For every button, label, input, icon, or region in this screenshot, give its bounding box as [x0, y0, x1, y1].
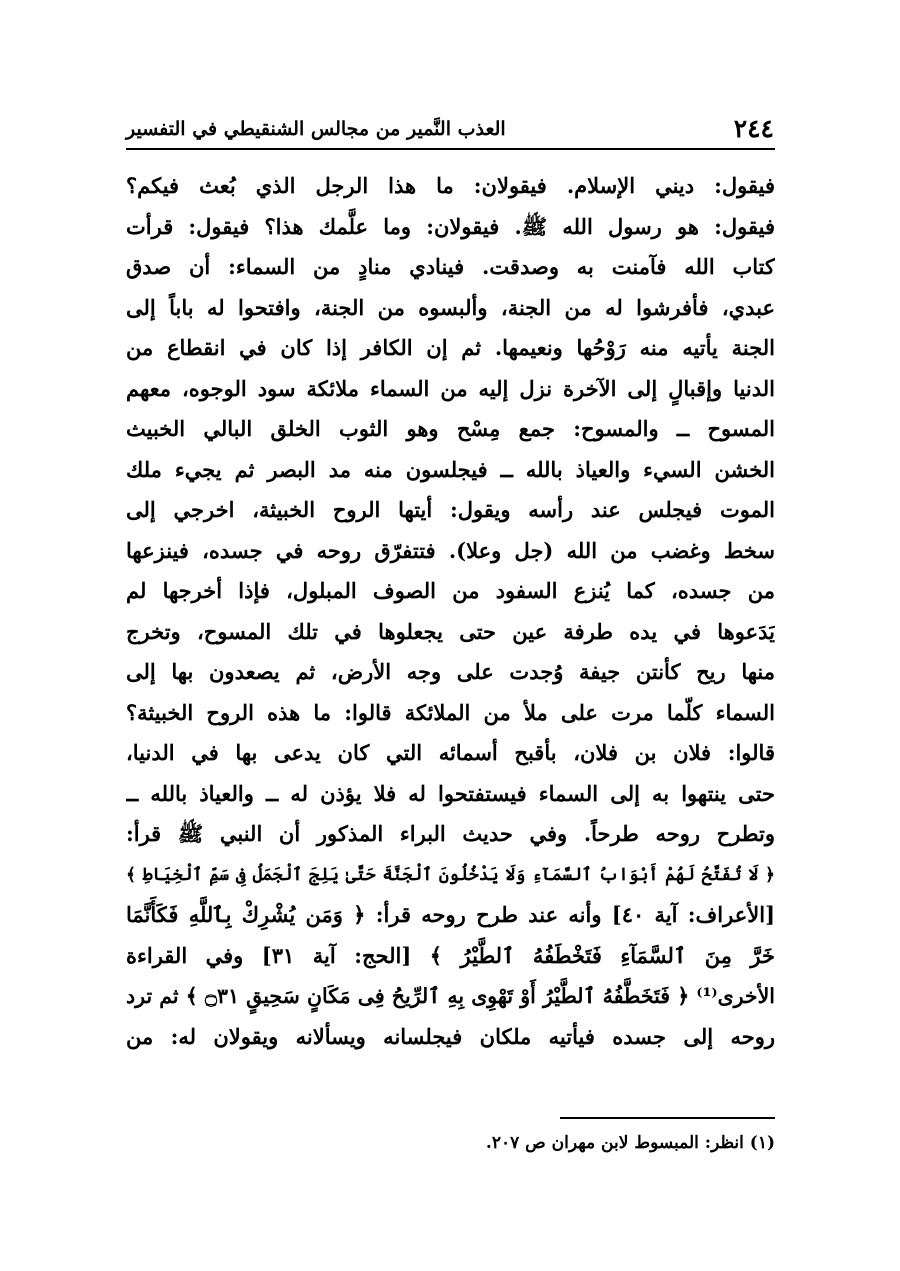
page-header — [126, 112, 774, 146]
footnote-rule — [560, 1117, 775, 1119]
header-rule — [126, 148, 775, 150]
text-line: السماء كلّما مرت على ملأ من الملائكة قالوا: ما هذه الروح الخبيثة؟ — [126, 699, 775, 725]
text-line: الخشن السيء والعياذ بالله ــ فيجلسون منه مد البصر ثم يجيء ملك — [126, 456, 775, 482]
text-line: الجنة يأتيه منه رَوْحُها ونعيمها. ثم إن الكافر إذا كان في انقطاع من — [126, 335, 775, 360]
text-line: روحه إلى جسده فيأتيه ملكان فيجلسانه ويسألانه ويقولان له: من — [126, 1023, 775, 1049]
text-line: من جسده، كما يُنزع السفود من الصوف المبلول، فإذا أخرجها لم — [126, 578, 775, 603]
quran-verse-line: ﴿ لَا تُفَتَّحُ لَهُمْ أَبْوَابُ ٱلسَّمَآءِ وَلَا يَدْخُلُونَ ٱلْجَنَّةَ حَتَّىٰ يَلِجَ ٱلْجَمَلُ فِى سَمِّ ٱلْخِيَاطِ ﴾ — [126, 864, 775, 885]
text-line: سخط وغضب من الله (جل وعلا). فتتفرّق روحه في جسده، فينزعها — [126, 537, 775, 563]
text-line: يَدَعوها في يده طرفة عين حتى يجعلوها في تلك المسوح، وتخرج — [126, 618, 775, 644]
text-line: الدنيا وإقبالٍ إلى الآخرة نزل إليه من السماء ملائكة سود الوجوه، معهم — [126, 375, 775, 401]
text-line: حتى ينتهوا به إلى السماء فيستفتحوا له فلا يؤذن له ــ والعياذ بالله ــ — [126, 780, 775, 806]
text-line: خَرَّ مِنَ ٱلسَّمَآءِ فَتَخْطَفُهُ ٱلطَّيْرُ ﴾ [الحج: آية ٣١] وفي القراءة — [126, 942, 775, 968]
running-title: العذب النَّمير من مجالس الشنقيطي في التفسير — [126, 118, 506, 140]
text-line: الأخرى⁽¹⁾ ﴿ فَتَخَطَّفُهُ ٱلطَّيْرُ أَوْ تَهْوِى بِهِ ٱلرِّيحُ فِى مَكَانٍ سَحِيقٍ ۝٣١ ﴾ ثم ترد — [126, 984, 775, 1008]
text-line: عبدي، فأفرشوا له من الجنة، وألبسوه من الجنة، وافتحوا له باباً إلى — [126, 294, 775, 320]
text-line: [الأعراف: آية ٤٠] وأنه عند طرح روحه قرأ: ﴿ وَمَن يُشْرِكْ بِٱللَّهِ فَكَأَنَّمَا — [126, 902, 775, 927]
text-line: كتاب الله فآمنت به وصدقت. فينادي منادٍ من السماء: أن صدق — [126, 254, 775, 279]
page-number: ٢٤٤ — [733, 114, 774, 143]
text-line: فيقول: ديني الإسلام. فيقولان: ما هذا الرجل الذي بُعث فيكم؟ — [126, 173, 775, 198]
text-line: منها ريح كأنتن جيفة وُجدت على وجه الأرض، ثم يصعدون بها إلى — [126, 659, 775, 684]
text-line: وتطرح روحه طرحاً. وفي حديث البراء المذكور أن النبي ﷺ قرأ: — [126, 821, 775, 846]
text-line: المسوح ــ والمسوح: جمع مِسْح وهو الثوب الخلق البالي الخبيث — [126, 416, 775, 441]
body-text — [126, 166, 775, 1057]
text-line: قالوا: فلان بن فلان، بأقبح أسمائه التي كان يدعى بها في الدنيا، — [126, 740, 775, 765]
footnote: (١) انظر: المبسوط لابن مهران ص ٢٠٧. — [485, 1133, 775, 1153]
text-line: الموت فيجلس عند رأسه ويقول: أيتها الروح الخبيثة، اخرجي إلى — [126, 497, 775, 522]
text-line: فيقول: هو رسول الله ﷺ. فيقولان: وما علَّمك هذا؟ فيقول: قرأت — [126, 213, 775, 239]
